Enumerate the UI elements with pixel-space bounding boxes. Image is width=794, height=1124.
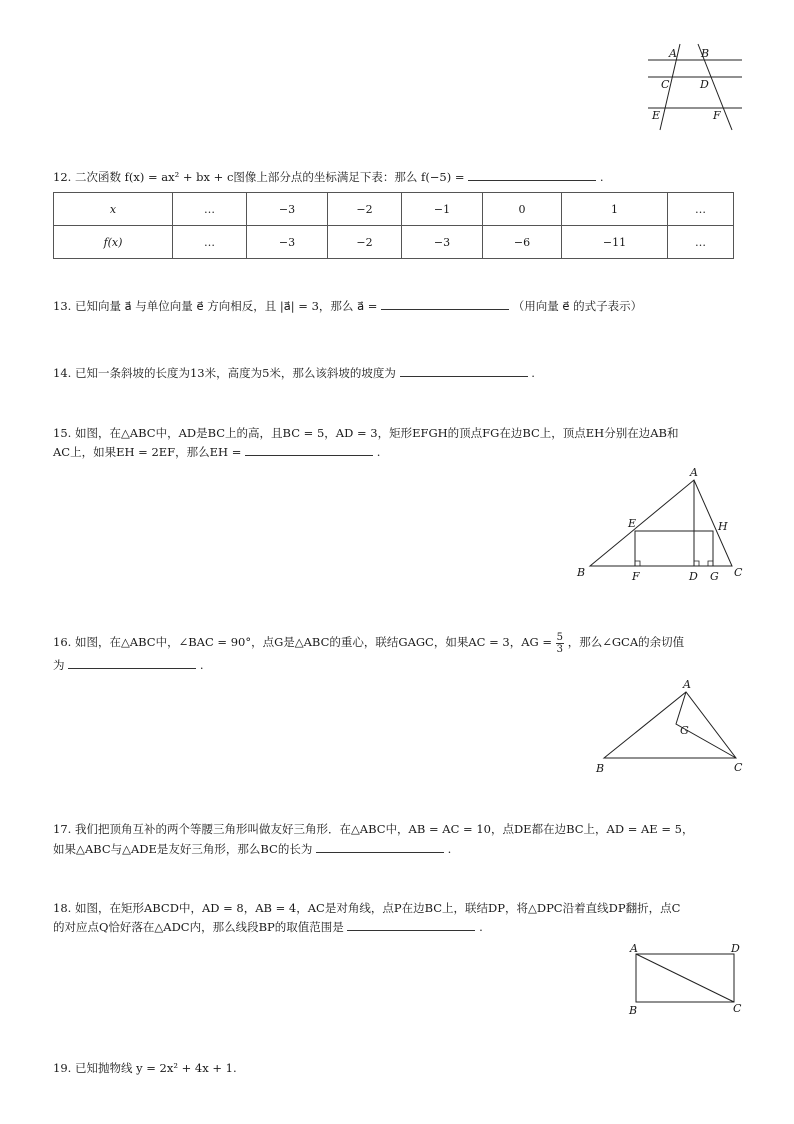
- q15-text-line1: 如图，在△ABC中，AD是BC上的高，且BC = 5，AD = 3，矩形EFGH的顶点FG在边BC上，顶点EH分别在边AB和: [74, 426, 679, 440]
- table-row: [54, 226, 734, 259]
- q16-number: 16.: [53, 635, 72, 649]
- table-cell: −2: [328, 193, 402, 226]
- q15-number: 15.: [53, 426, 72, 440]
- q12-end: .: [599, 170, 604, 184]
- table-cell: …: [173, 226, 247, 259]
- q16-fraction: [556, 632, 564, 655]
- label-D: D: [700, 78, 709, 91]
- q13-note: （用向量 e⃗ 的式子表示）: [512, 299, 643, 313]
- table-cell: −2: [328, 226, 402, 259]
- label-C: C: [661, 78, 670, 91]
- q16-line1: [53, 630, 684, 655]
- parallel-lines-figure: [640, 40, 750, 135]
- q16-text-line1-end: ，那么∠GCA的余切值: [567, 635, 685, 649]
- q16-end: .: [199, 658, 204, 672]
- q13-number: 13.: [53, 299, 72, 313]
- q16-fraction-numerator: 5: [556, 631, 564, 643]
- q16-text-line2: 为: [53, 658, 65, 672]
- q12-line: [53, 168, 604, 186]
- table-cell: x: [54, 193, 173, 226]
- q18-text-line2: 的对应点Q恰好落在△ADC内，那么线段BP的取值范围是: [53, 920, 344, 934]
- q12-text: 二次函数 f(x) = ax² + bx + c图像上部分点的坐标满足下表：那么 f(−5) =: [74, 170, 465, 184]
- table-cell: 1: [562, 193, 668, 226]
- q15-line1: [53, 424, 678, 442]
- q18-number: 18.: [53, 901, 72, 915]
- label-C: C: [734, 566, 743, 579]
- q18-rectangle-figure: [624, 940, 748, 1018]
- q16-text-line1: 如图，在△ABC中，∠BAC = 90°，点G是△ABC的重心，联结GAGC，如果AC = 3，AG =: [74, 635, 553, 649]
- table-cell: −1: [402, 193, 483, 226]
- label-C: C: [734, 761, 743, 774]
- label-F: F: [632, 570, 640, 583]
- q17-line2: [53, 840, 451, 858]
- table-cell: −11: [562, 226, 668, 259]
- label-H: H: [718, 520, 728, 533]
- table-row: [54, 193, 734, 226]
- table-cell: f(x): [54, 226, 173, 259]
- label-D: D: [731, 942, 740, 955]
- label-B: B: [701, 47, 710, 60]
- q16-triangle-figure: [590, 676, 750, 776]
- q17-line1: [53, 820, 693, 838]
- q14-answer-blank[interactable]: [400, 364, 528, 377]
- q12-answer-blank[interactable]: [468, 168, 596, 181]
- table-cell: −3: [402, 226, 483, 259]
- q14-line: [53, 364, 535, 382]
- q15-text-line2: AC上，如果EH = 2EF，那么EH =: [53, 445, 242, 459]
- q13-answer-blank[interactable]: [381, 297, 509, 310]
- label-A: A: [683, 678, 691, 691]
- label-E: E: [628, 517, 637, 530]
- table-cell: 0: [483, 193, 562, 226]
- q19-text: 已知抛物线 y = 2x² + 4x + 1.: [74, 1061, 237, 1075]
- label-B: B: [629, 1004, 638, 1017]
- q17-number: 17.: [53, 822, 72, 836]
- label-A: A: [669, 47, 677, 60]
- label-D: D: [689, 570, 698, 583]
- q13-line: [53, 297, 642, 315]
- label-C: C: [733, 1002, 742, 1015]
- q12-number: 12.: [53, 170, 72, 184]
- q15-line2: [53, 443, 380, 461]
- q14-end: .: [531, 366, 535, 380]
- q15-triangle-rectangle-figure: [572, 464, 752, 584]
- q12-table: [53, 192, 734, 259]
- q16-answer-blank[interactable]: [68, 656, 196, 669]
- q17-text-line1: 我们把顶角互补的两个等腰三角形叫做友好三角形．在△ABC中，AB = AC = 10，点DE都在边BC上，AD = AE = 5，: [74, 822, 694, 836]
- label-A: A: [690, 466, 698, 479]
- q13-text: 已知向量 a⃗ 与单位向量 e⃗ 方向相反，且 |a⃗| = 3，那么 a⃗ =: [74, 299, 378, 313]
- q19-line: [53, 1059, 237, 1077]
- q17-end: .: [447, 842, 452, 856]
- label-B: B: [596, 762, 605, 775]
- q14-text: 已知一条斜坡的长度为13米，高度为5米，那么该斜坡的坡度为: [74, 366, 396, 380]
- q15-end: .: [376, 445, 381, 459]
- q17-answer-blank[interactable]: [316, 840, 444, 853]
- label-F: F: [713, 109, 721, 122]
- table-cell: −6: [483, 226, 562, 259]
- table-cell: …: [173, 193, 247, 226]
- q17-text-line2: 如果△ABC与△ADE是友好三角形，那么BC的长为: [53, 842, 313, 856]
- table-cell: −3: [247, 226, 328, 259]
- label-G: G: [680, 724, 689, 737]
- q16-line2: [53, 656, 203, 674]
- q18-line1: [53, 899, 680, 917]
- q16-fraction-denominator: 3: [556, 643, 564, 655]
- table-cell: …: [668, 226, 734, 259]
- q15-answer-blank[interactable]: [245, 443, 373, 456]
- q19-number: 19.: [53, 1061, 72, 1075]
- q18-text-line1: 如图，在矩形ABCD中，AD = 8，AB = 4，AC是对角线，点P在边BC上，联结DP，将△DPC沿着直线DP翻折，点C: [74, 901, 681, 915]
- label-E: E: [652, 109, 661, 122]
- q18-line2: [53, 918, 483, 936]
- q18-end: .: [479, 920, 483, 934]
- q18-answer-blank[interactable]: [347, 918, 475, 931]
- label-A: A: [630, 942, 638, 955]
- q14-number: 14.: [53, 366, 72, 380]
- label-G: G: [710, 570, 719, 583]
- table-cell: −3: [247, 193, 328, 226]
- table-cell: …: [668, 193, 734, 226]
- label-B: B: [577, 566, 586, 579]
